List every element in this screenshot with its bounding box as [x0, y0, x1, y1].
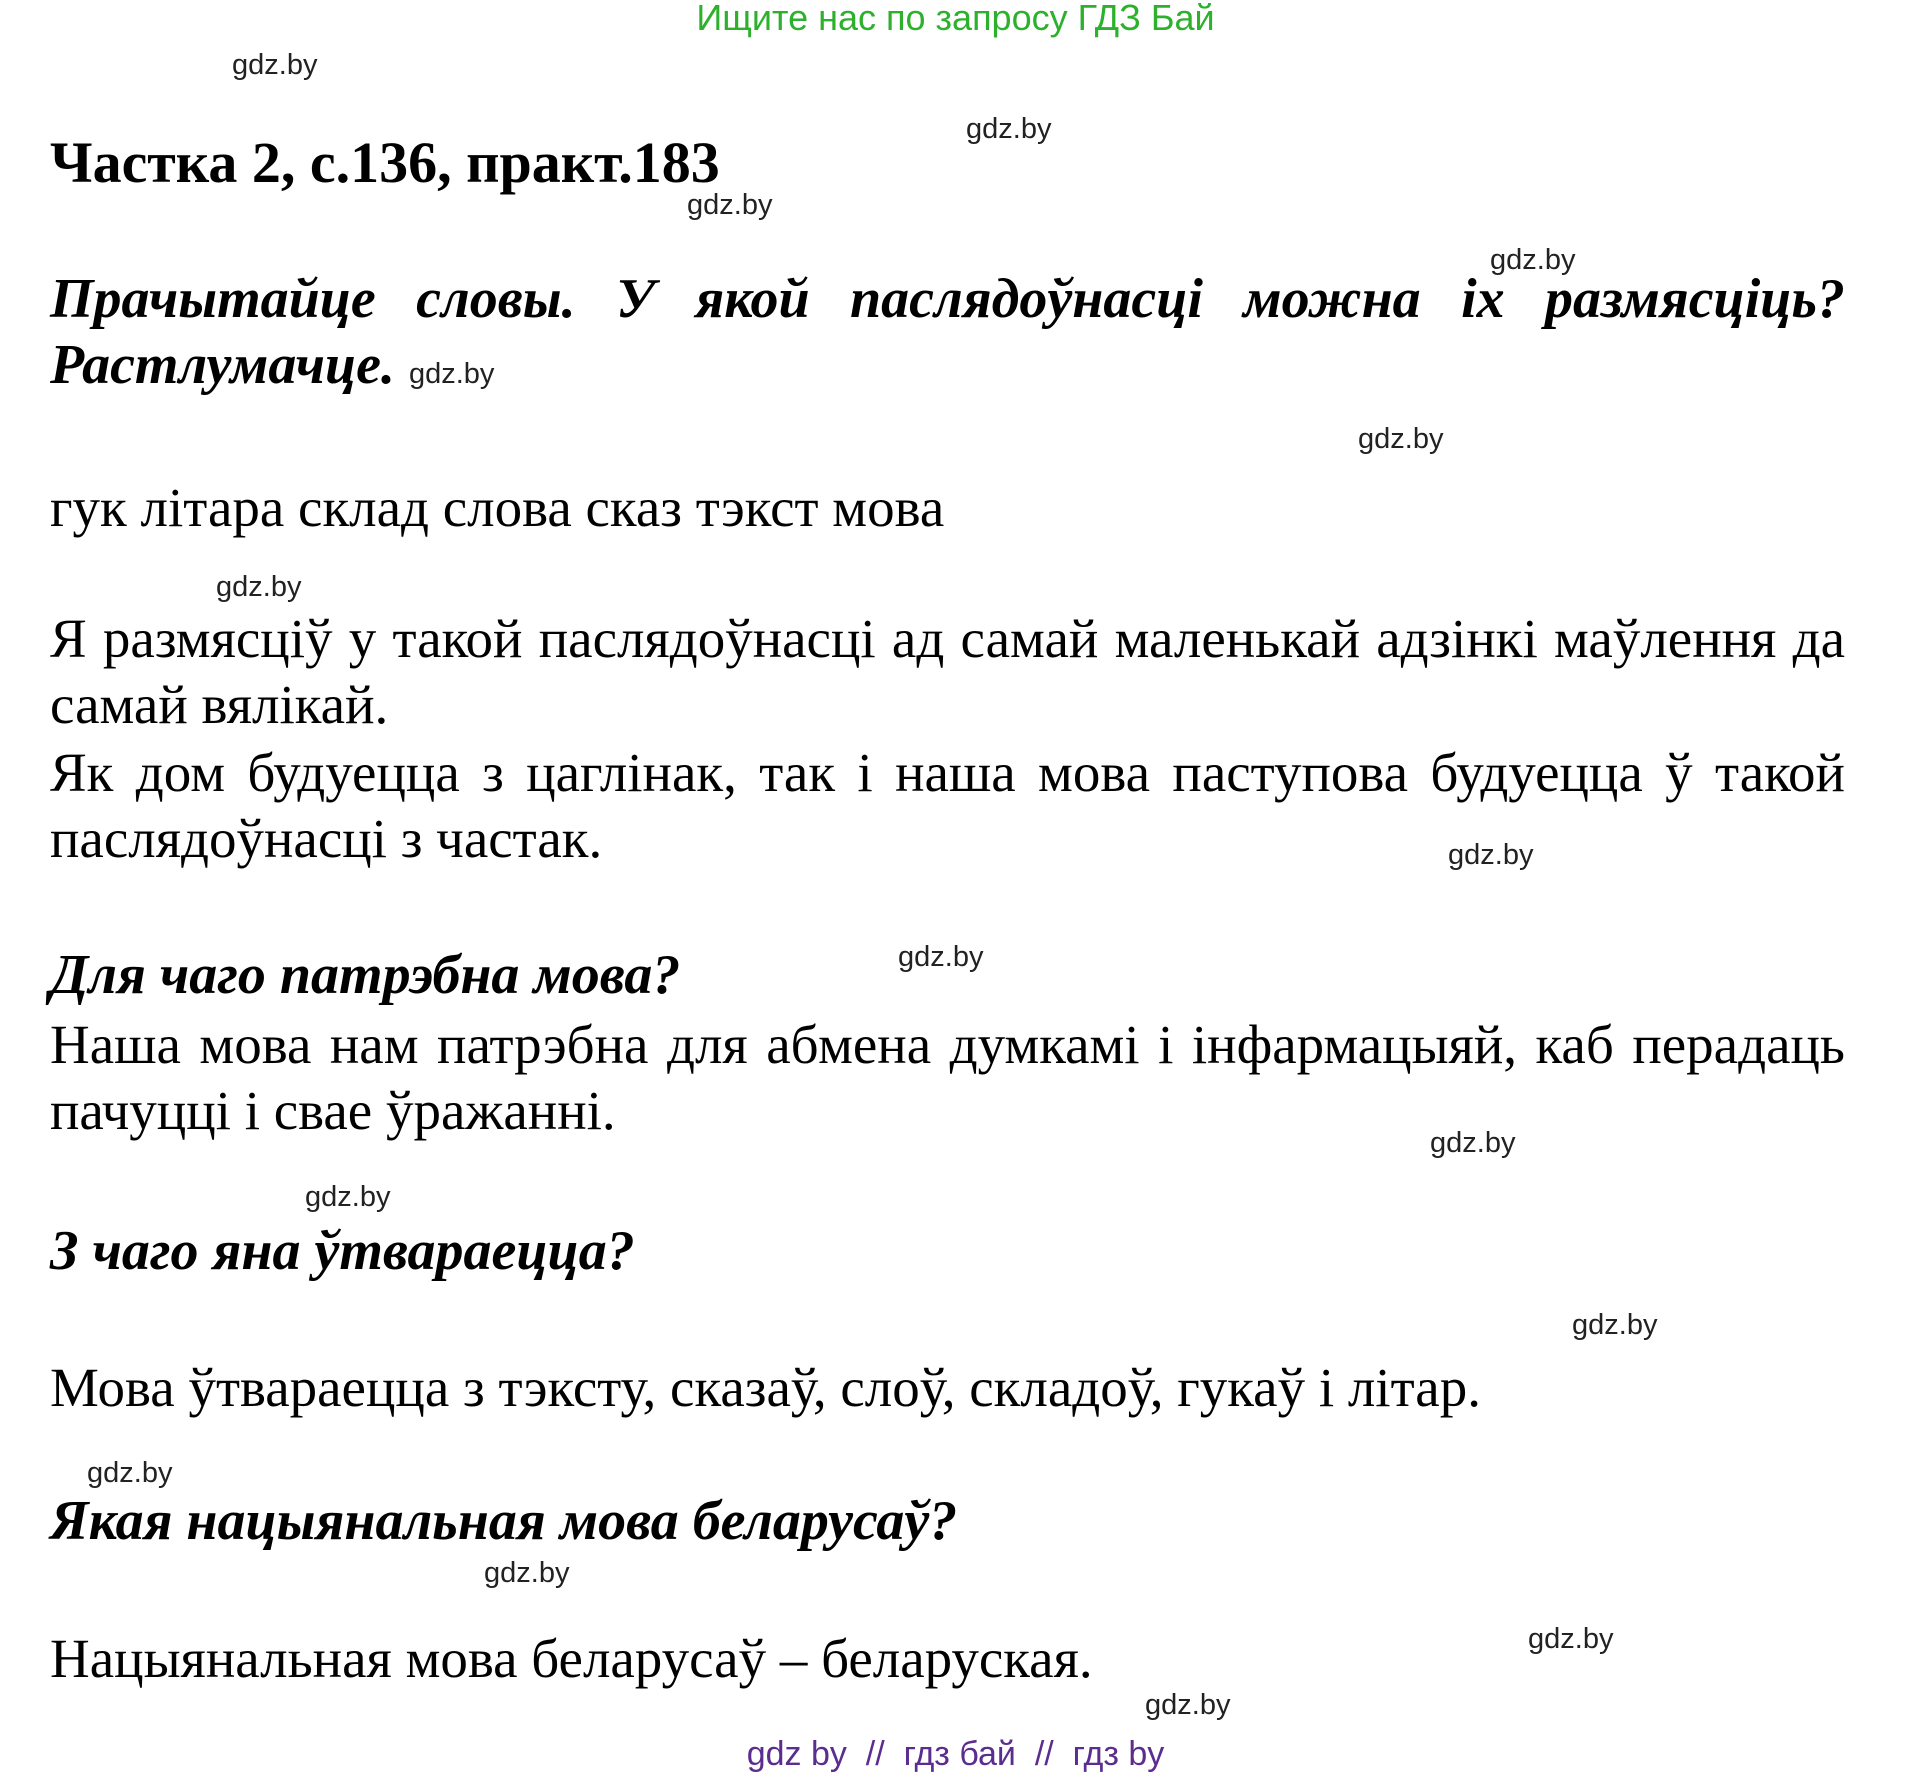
- answer-4: Нацыянальная мова беларусаў – беларуская.: [50, 1628, 1093, 1689]
- question-2: Для чаго патрэбна мова?: [50, 944, 681, 1006]
- answer-1-paragraph: Я размясціў у такой паслядоўнасці ад самай маленькай адзінкі маўлення да самай вялікай.: [50, 608, 1845, 735]
- watermark: gdz.by: [1430, 1127, 1516, 1159]
- watermark: gdz.by: [1145, 1689, 1231, 1721]
- top-banner: Ищите нас по запросу ГДЗ Бай: [696, 0, 1215, 38]
- answer-1-explanation: Як дом будуецца з цаглінак, так і наша мова паступова будуецца ў такой паслядоўнасці з частак.: [50, 742, 1845, 869]
- answer-3: Мова ўтвараецца з тэксту, сказаў, слоў, складоў, гукаў і літар.: [50, 1357, 1481, 1418]
- watermark: gdz.by: [898, 941, 984, 973]
- watermark: gdz.by: [966, 113, 1052, 145]
- question-4: Якая нацыянальная мова беларусаў?: [50, 1490, 958, 1552]
- watermark: gdz.by: [687, 189, 773, 221]
- watermark: gdz.by: [1528, 1623, 1614, 1655]
- watermark: gdz.by: [1572, 1309, 1658, 1341]
- watermark: gdz.by: [216, 571, 302, 603]
- watermark: gdz.by: [232, 49, 318, 81]
- watermark: gdz.by: [484, 1557, 570, 1589]
- question-1-text: Прачытайце словы. У якой паслядоўнасці можна іх размясціць? Растлумачце.: [50, 268, 1845, 396]
- watermark: gdz.by: [1358, 423, 1444, 455]
- page-title: Частка 2, с.136, практ.183: [50, 130, 720, 195]
- footer-links: gdz by // гдз бай // гдз by: [746, 1735, 1165, 1773]
- answer-2: Наша мова нам патрэбна для абмена думкамі і інфармацыяй, каб перадаць пачуцці і свае ўражанні.: [50, 1014, 1845, 1141]
- watermark: gdz.by: [1448, 839, 1534, 871]
- watermark: gdz.by: [408, 358, 495, 390]
- watermark: gdz.by: [305, 1181, 391, 1213]
- watermark: gdz.by: [87, 1457, 173, 1489]
- question-3: З чаго яна ўтвараецца?: [50, 1220, 635, 1282]
- question-1: [50, 266, 1845, 407]
- watermark: gdz.by: [1490, 244, 1576, 276]
- word-list: гук літара склад слова сказ тэкст мова: [50, 477, 945, 538]
